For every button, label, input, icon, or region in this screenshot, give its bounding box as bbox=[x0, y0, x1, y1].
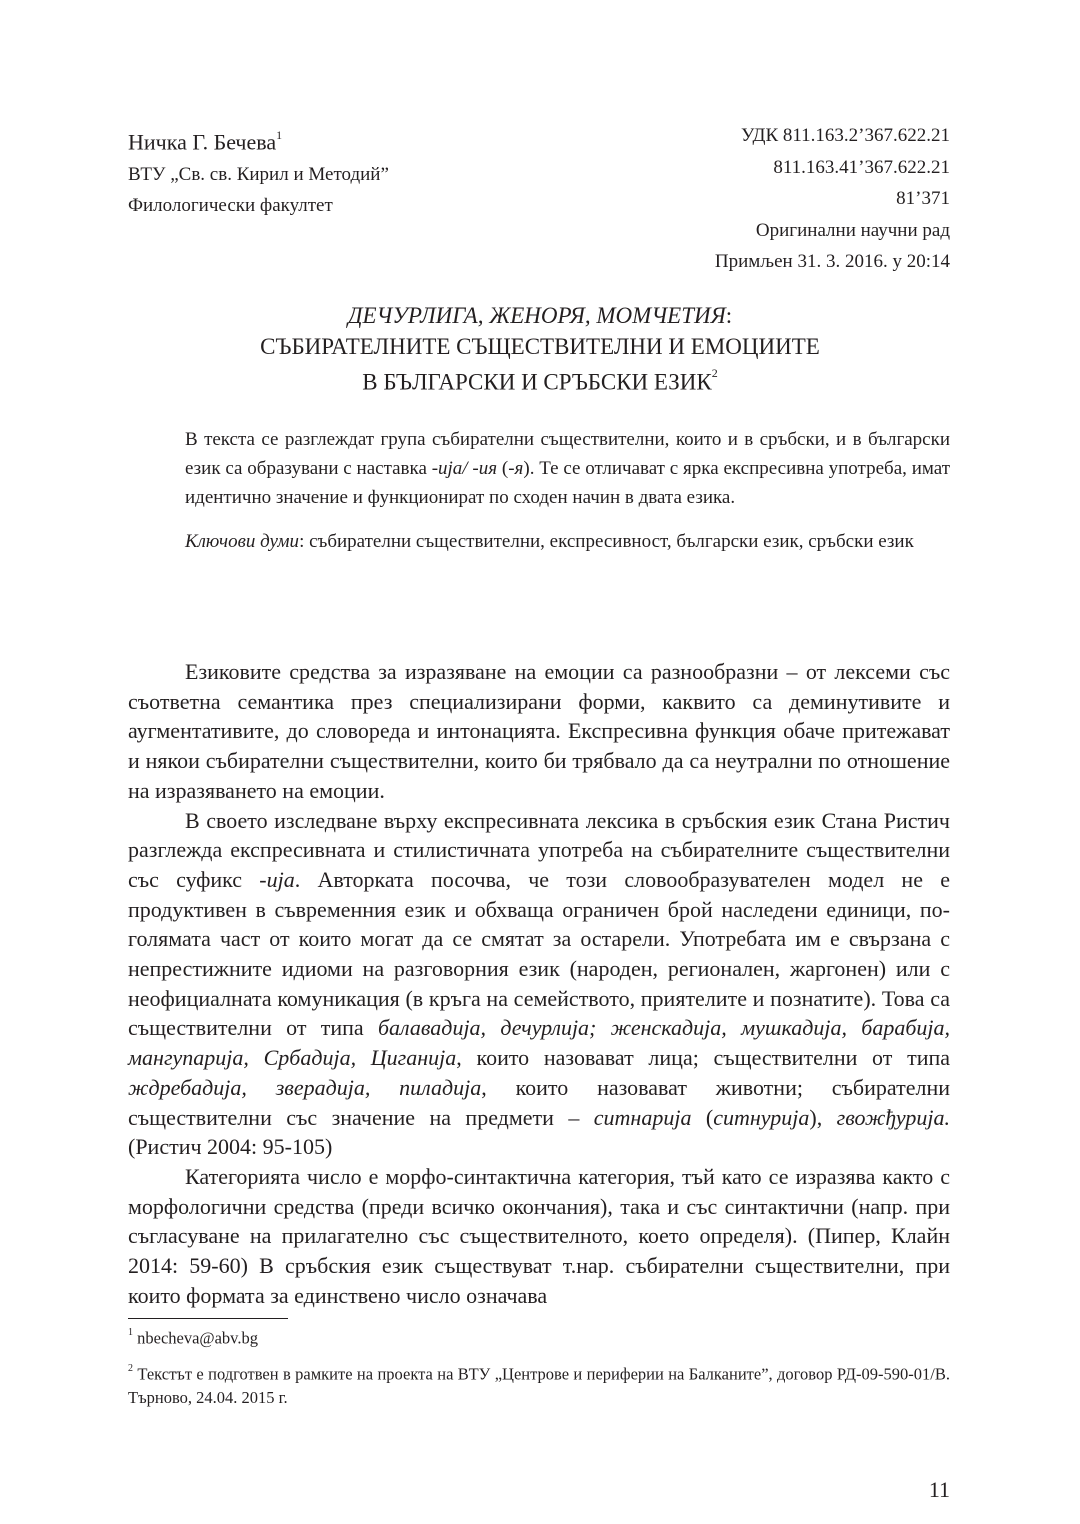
keywords: Ключови думи: събирателни съществителни, експресивност, български език, сръбски език bbox=[185, 531, 914, 552]
paragraph-3: Категорията число е морфо-синтактична категория, тъй като се изразява както с морфологични средства (преди всичко окончания), така и със синтактични (напр. при съгласуване на прилагателно със съществителното, което определя). (Пипер, Клайн 2014: 59-60) В сръбския език съществуват т.нар. събирателни съществителни, при които формата за единствено число означава bbox=[128, 1163, 950, 1308]
udk-code-3: 81’371 bbox=[896, 188, 950, 209]
title-line-1: ДЕЧУРЛИГА, ЖЕНОРЯ, МОМЧЕТИЯ: bbox=[347, 303, 733, 328]
author-faculty: Филологически факултет bbox=[128, 195, 333, 217]
page-number: 11 bbox=[928, 1477, 950, 1502]
title-line-3: В БЪЛГАРСКИ И СРЪБСКИ ЕЗИК$^2$ bbox=[362, 366, 718, 395]
classification-block bbox=[590, 120, 950, 278]
paper-type: Оригинални научни рад bbox=[755, 219, 950, 241]
body-text bbox=[128, 657, 950, 1310]
author-name: Ничка Г. Бечева$^1$ bbox=[128, 128, 283, 155]
udk-code-1: УДК 811.163.2’367.622.21 bbox=[740, 125, 950, 146]
footnote-2: $^2$ Текстът е подготвен в рамките на проекта на ВТУ „Центрове и периферии на Балканите”, договор РД-09-590-01/В. Търново, 24.04. 2015 г. bbox=[128, 1362, 950, 1407]
udk-code-2: 811.163.41’367.622.21 bbox=[773, 156, 950, 178]
footnote-divider bbox=[128, 1318, 288, 1319]
abstract bbox=[185, 425, 950, 556]
received-date: Примљен 31. 3. 2016. у 20:14 bbox=[714, 251, 950, 272]
paragraph-1: Езиковите средства за изразяване на емоции са разнообразни – от лексеми със съответна семантика през специализирани форми, каквито са деминутивите и аугментативите, до словореда и интонацията. Експресивна функция обаче притежават и някои събирателни съществителни, които би трябвало да са неутрални по отношение на изразяването на емоции. bbox=[128, 659, 950, 803]
footnote-mark-1: 1 bbox=[276, 128, 283, 142]
paragraph-2: В своето изследване върху експресивната лексика в сръбския език Стана Ристич разглежда експресивната и стилистичната употреба на събирателните съществителни със суфикс -ија. Авторката посочва, че този словообразувателен модел не е продуктивен в съвременния език и обхваща ограничен брой наследени единици, по-голямата част от които могат да се смятат за остарели. Употребата им е свързана с непрестижните идиоми на разговорния език (народен, регионален, жаргонен) или с неофициалната комуникация (в кръга на семейството, приятелите и познатите). Това са съществителни от типа балавадија, дечурлија; женскадија, мушкадија, барабија, мангупарија, Србадија, Циганија, които назовават лица; съществителни от типа ждребадија, зверадија, пиладија, които назовават животни; събирателни съществителни със значение на предмети – ситнарија (ситнурија), гвожђурија. (Ристич 2004: 95-105) bbox=[128, 807, 951, 1160]
author-affiliation: ВТУ „Св. св. Кирил и Методий” bbox=[128, 164, 389, 186]
footnote-mark-2: 2 bbox=[711, 366, 718, 380]
author-block bbox=[128, 120, 568, 221]
abstract-text: В текста се разглеждат група събирателни съществителни, които и в сръбски, и в български език са образувани с наставка -ија/ -ия (-я). Те се отличават с ярка експресивна употреба, имат идентично значение и функционират по сходен начин в двата езика. bbox=[185, 429, 950, 508]
footnote-1: $^1$ nbecheva@abv.bg bbox=[128, 1327, 258, 1348]
footnotes bbox=[128, 1323, 950, 1410]
article-title bbox=[130, 300, 950, 398]
title-line-2: СЪБИРАТЕЛНИТЕ СЪЩЕСТВИТЕЛНИ И ЕМОЦИИТЕ bbox=[260, 334, 820, 359]
